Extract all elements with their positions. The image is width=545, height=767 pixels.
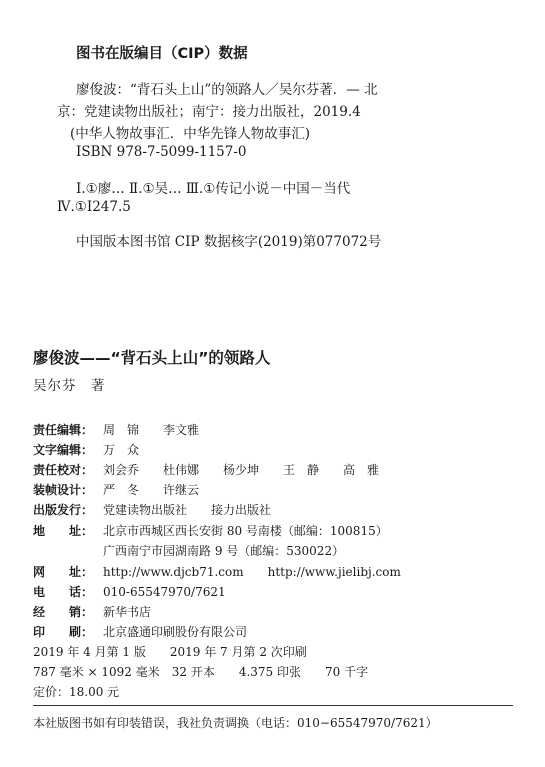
format-line: 787 毫米 × 1092 毫米 32 开本 4.375 印张 70 千字 xyxy=(33,665,369,679)
credit-label: 文字编辑： xyxy=(33,443,94,457)
cip-verification: 中国版本图书馆 CIP 数据核字(2019)第077072号 xyxy=(76,234,382,250)
credit-label: 装帧设计： xyxy=(33,483,94,497)
credit-label: 电 话： xyxy=(33,585,94,599)
credit-value: 北京盛通印刷股份有限公司 xyxy=(103,625,248,639)
cip-line-3: (中华人物故事汇．中华先锋人物故事汇) xyxy=(70,126,311,142)
cip-line-1: 廖俊波：“背石头上山”的领路人／吴尔芬著．— 北 xyxy=(76,82,378,98)
edition-line: 2019 年 4 月第 1 版 2019 年 7 月第 2 次印刷 xyxy=(33,645,307,659)
credit-value: 严 冬 许继云 xyxy=(103,483,200,497)
credit-value: 刘会乔 杜伟娜 杨少坤 王 静 高 雅 xyxy=(103,463,380,477)
credit-value: 010-65547970/7621 xyxy=(103,585,226,599)
price-line: 定价：18.00 元 xyxy=(33,685,120,699)
credit-value: 万 众 xyxy=(103,443,140,457)
credit-label: 责任校对： xyxy=(33,463,94,477)
credit-value: 广西南宁市园湖南路 9 号（邮编：530022） xyxy=(103,544,345,558)
footer-notice: 本社版图书如有印装错误，我社负责调换（电话：010−65547970/7621） xyxy=(33,716,438,730)
credit-label: 出版发行： xyxy=(33,503,94,517)
footer-divider xyxy=(33,705,513,706)
credit-value: http://www.djcb71.com http://www.jielibj.com xyxy=(103,565,401,579)
cip-classification-2: Ⅳ.①I247.5 xyxy=(57,199,131,215)
credit-value: 新华书店 xyxy=(103,605,152,619)
cip-isbn: ISBN 978-7-5099-1157-0 xyxy=(76,144,247,160)
credit-label: 地 址： xyxy=(33,524,94,538)
credit-label: 责任编辑： xyxy=(33,423,94,437)
credit-label: 印 刷： xyxy=(33,625,94,639)
book-title: 廖俊波——“背石头上山”的领路人 xyxy=(33,349,271,367)
cip-classification-1: Ⅰ.①廖… Ⅱ.①吴… Ⅲ.①传记小说－中国－当代 xyxy=(76,181,351,197)
credit-value: 周 锦 李文雅 xyxy=(103,423,200,437)
book-author: 吴尔芬 著 xyxy=(33,378,106,394)
cip-heading: 图书在版编目（CIP）数据 xyxy=(76,46,248,62)
credit-label: 经 销： xyxy=(33,605,94,619)
cip-line-2: 京：党建读物出版社；南宁：接力出版社，2019.4 xyxy=(57,104,361,120)
credit-value: 北京市西城区西长安街 80 号南楼（邮编：100815） xyxy=(103,524,388,538)
credit-label: 网 址： xyxy=(33,565,94,579)
credit-value: 党建读物出版社 接力出版社 xyxy=(103,503,272,517)
